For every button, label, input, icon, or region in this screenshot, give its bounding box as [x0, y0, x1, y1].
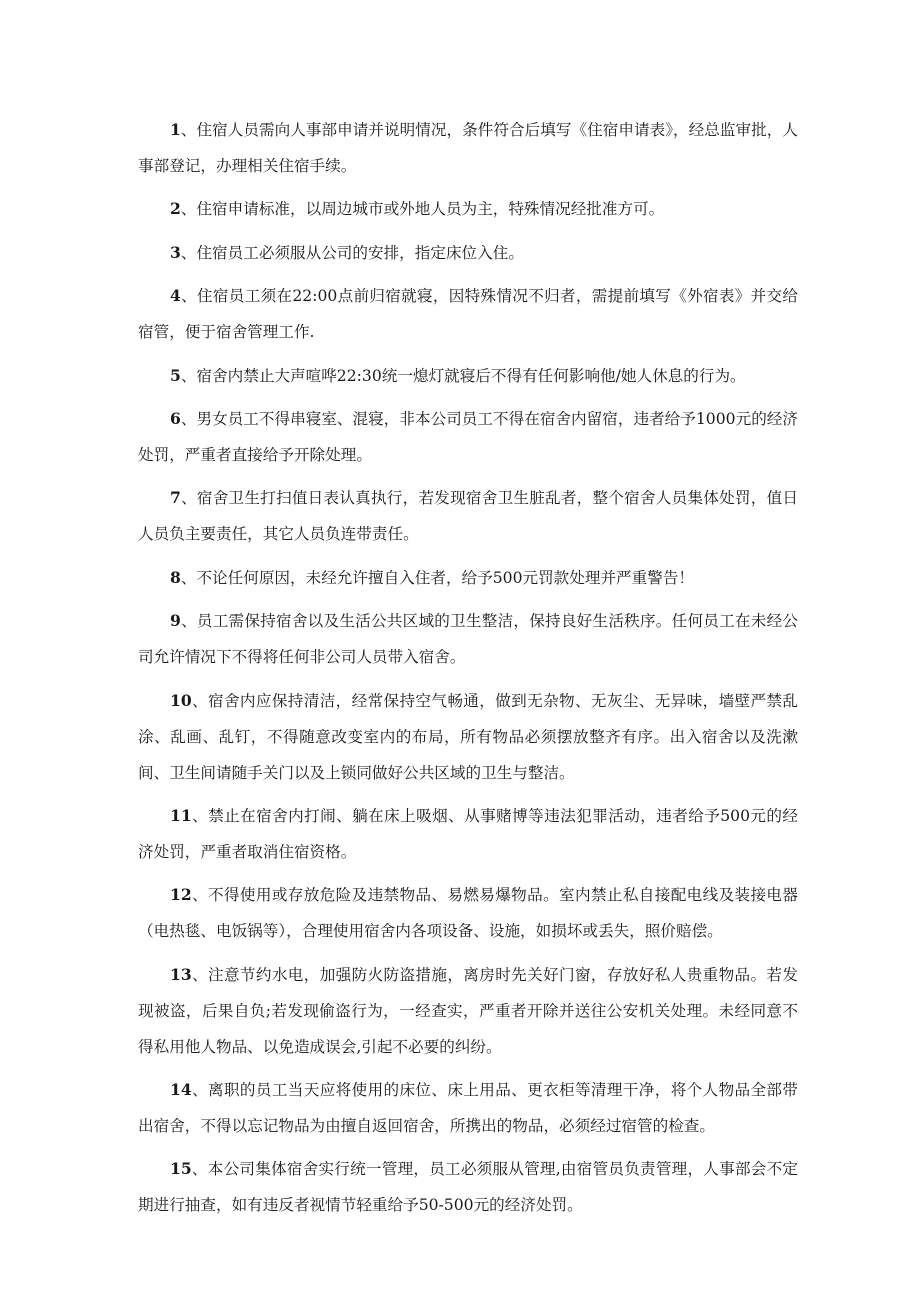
rule-item-9	[138, 603, 798, 675]
rule-text: 、本公司集体宿舍实行统一管理，员工必须服从管理,由宿管员负责管理，人事部会不定期进行抽查，如有违反者视情节轻重给予50-500元的经济处罚。	[138, 1160, 798, 1215]
rule-item-6	[138, 401, 798, 473]
rule-text: 、住宿员工须在22:00点前归宿就寝，因特殊情况不归者，需提前填写《外宿表》并交给宿管，便于宿舍管理工作.	[138, 287, 798, 342]
rule-number: 10	[170, 690, 192, 710]
rule-number: 7	[170, 488, 181, 508]
rule-text: 、住宿申请标准，以周边城市或外地人员为主，特殊情况经批准方可。	[180, 200, 665, 219]
rule-number: 6	[170, 408, 181, 428]
rule-text: 、宿舍内禁止大声喧哗22:30统一熄灯就寝后不得有任何影响他/她人休息的行为。	[180, 366, 746, 385]
rule-item-13	[138, 957, 798, 1065]
rule-text: 、宿舍卫生打扫值日表认真执行，若发现宿舍卫生脏乱者，整个宿舍人员集体处罚，值日人员负主要责任，其它人员负连带责任。	[138, 489, 798, 544]
rule-text: 、住宿员工必须服从公司的安排，指定床位入住。	[180, 243, 524, 262]
rule-number: 13	[170, 964, 192, 984]
rule-item-5	[138, 358, 798, 394]
rule-number: 2	[170, 199, 181, 219]
rule-text: 、不论任何原因，未经允许擅自入住者，给予500元罚款处理并严重警告！	[180, 568, 695, 587]
rule-text: 、员工需保持宿舍以及生活公共区域的卫生整洁，保持良好生活秩序。任何员工在未经公司允许情况下不得将任何非公司人员带入宿舍。	[138, 612, 798, 667]
rule-text: 、宿舍内应保持清洁，经常保持空气畅通，做到无杂物、无灰尘、无异味，墙壁严禁乱涂、乱画、乱钉，不得随意改变室内的布局，所有物品必须摆放整齐有序。出入宿舍以及洗漱间、卫生间请随手关门以及上锁同做好公共区域的卫生与整洁。	[138, 691, 798, 782]
rule-number: 11	[170, 805, 192, 825]
rule-text: 、住宿人员需向人事部申请并说明情况，条件符合后填写《住宿申请表》，经总监审批，人事部登记，办理相关住宿手续。	[138, 121, 798, 175]
dormitory-rules-list	[138, 112, 798, 1231]
rule-item-3	[138, 235, 798, 271]
rule-text: 、离职的员工当天应将使用的床位、床上用品、更衣柜等清理干净，将个人物品全部带出宿舍，不得以忘记物品为由擅自返回宿舍，所携出的物品，必须经过宿管的检查。	[138, 1081, 798, 1136]
rule-number: 15	[170, 1159, 192, 1179]
rule-text: 、注意节约水电，加强防火防盗措施，离房时先关好门窗，存放好私人贵重物品。若发现被盗，后果自负;若发现偷盗行为，一经查实，严重者开除并送往公安机关处理。未经同意不得私用他人物品、以免造成误会,引起不必要的纠纷。	[138, 965, 798, 1056]
rule-number: 14	[170, 1080, 192, 1100]
rule-item-4	[138, 278, 798, 350]
rule-number: 1	[170, 120, 181, 139]
rule-item-11	[138, 798, 798, 870]
rule-item-15	[138, 1151, 798, 1223]
rule-item-14	[138, 1072, 798, 1144]
rule-number: 9	[170, 611, 181, 631]
rule-text: 、不得使用或存放危险及违禁物品、易燃易爆物品。室内禁止私自接配电线及装接电器（电热毯、电饭锅等），合理使用宿舍内各项设备、设施，如损坏或丢失，照价赔偿。	[138, 886, 798, 941]
rule-item-10	[138, 683, 798, 791]
rule-item-7	[138, 480, 798, 552]
rule-item-8	[138, 560, 798, 596]
rule-item-12	[138, 877, 798, 949]
rule-number: 12	[170, 885, 192, 905]
rule-item-1	[138, 112, 798, 184]
rule-text: 、禁止在宿舍内打闹、躺在床上吸烟、从事赌博等违法犯罪活动，违者给予500元的经济处罚，严重者取消住宿资格。	[138, 806, 798, 861]
rule-item-2	[138, 191, 798, 227]
rule-number: 4	[170, 286, 181, 306]
rule-text: 、男女员工不得串寝室、混寝，非本公司员工不得在宿舍内留宿，违者给予1000元的经济处罚，严重者直接给予开除处理。	[138, 409, 798, 464]
rule-number: 8	[170, 567, 181, 587]
rule-number: 3	[170, 242, 181, 262]
rule-number: 5	[170, 365, 181, 385]
